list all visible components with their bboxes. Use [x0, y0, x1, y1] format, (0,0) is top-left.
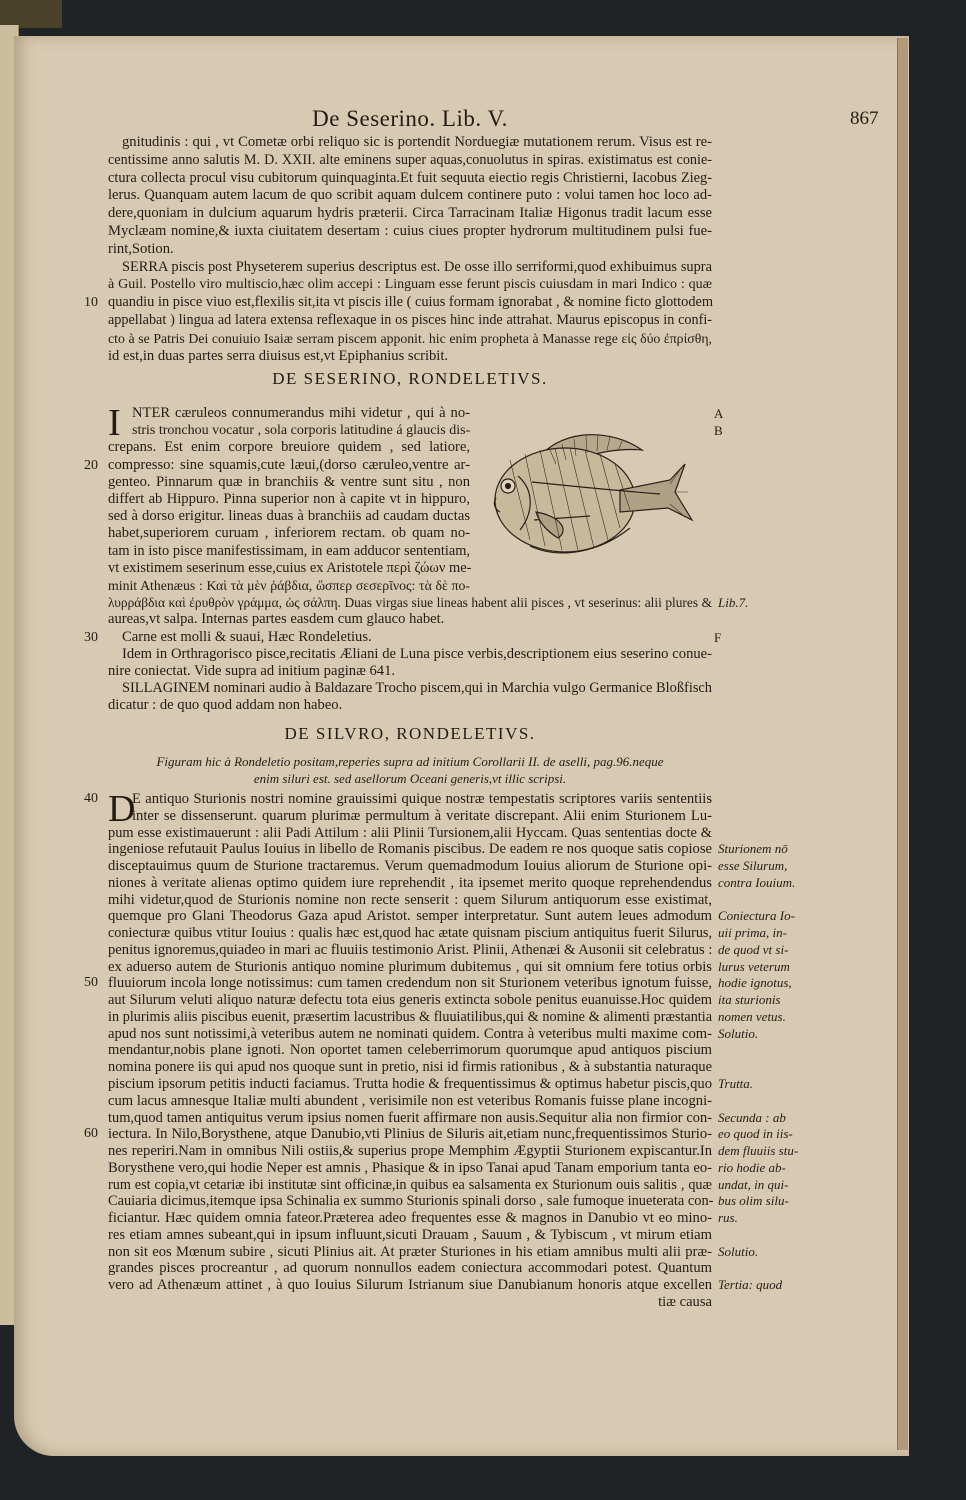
- marginal-note: lurus veterum: [718, 958, 790, 974]
- page-stack-edge: [897, 38, 908, 1450]
- text-line: [108, 491, 470, 508]
- line-text: minit Athenæus : Καὶ τὰ μὲν ῥάβδια, ὥσπερ σεσερῖνος: τὰ δὲ πο-: [108, 578, 470, 594]
- paragraph: [84, 258, 714, 366]
- line-text: genteo. Pinnarum quæ in branchiis & ventre sunt situ , non: [108, 473, 470, 490]
- line-number: 60: [84, 1126, 98, 1142]
- line-text: Borysthene vero,qui hodie Neper est amnis , Phasique & in ipso Tanai apud Tanam emporium tanta eo-: [108, 1159, 712, 1176]
- text-line: [108, 439, 470, 456]
- line-text: fluuiorum incola longe notissimus: cum tamen credendum non sit Sturionem veteribus ignotum fuisse,: [108, 975, 712, 992]
- line-text: SILLAGINEM nominari audio à Baldazare Trocho piscem,qui in Marchia vulgo Germanice Bloßfisch: [122, 680, 712, 697]
- line-text: gnitudinis : qui , vt Cometæ orbi reliquo sic is portendit Norduegiæ mutationem rerum. Visus est re-: [122, 134, 712, 150]
- paragraph: [84, 628, 722, 646]
- marginal-note: rio hodie ab-: [718, 1159, 786, 1175]
- text-line: [108, 825, 712, 842]
- text-line: [108, 312, 712, 330]
- line-text: mihi videtur,quod de Sturionis nomine non recte senserit : quem Silurum antiquorum esse existimat,: [108, 891, 712, 908]
- line-text: SERRA piscis post Physeterem superius descriptus est. De osse illo serriformi,quod exhibuimus supra: [122, 258, 712, 275]
- fish-woodcut-illustration: [470, 420, 710, 570]
- marginal-note: uii prima, in-: [718, 925, 787, 941]
- text-line: [108, 1143, 799, 1160]
- paragraph: [108, 680, 712, 714]
- section-heading-siluro: DE SILVRO, RONDELETIVS.: [284, 724, 536, 743]
- marginal-note: rus.: [718, 1210, 738, 1226]
- page-number: 867: [850, 108, 879, 129]
- text-line: [108, 223, 712, 241]
- line-text: grandes pisces procreantur , ad quorum nonnullos eadem coniectura accommodari potest. Quantum: [108, 1260, 712, 1277]
- line-text: Carne est molli & suaui, Hæc Rondeletius.: [122, 628, 372, 645]
- text-line: [108, 941, 789, 959]
- line-text: in plurimis aliis piscibus euenit, præsertim lacustribus & fluuiatilibus,qui & nomine & alimenti præstantia: [108, 1008, 712, 1025]
- line-text: inter se dissenserunt. quarum plurimæ permultum à veritate discrepant. Alii enim Sturionem Lu-: [132, 807, 712, 824]
- line-text: λυρράβδια καὶ ἐρυθρὸν γράμμα, ὡς σάλπη. Duas virgas siue lineas habent alii pisces , vt seserinus: alii plures &: [108, 595, 712, 611]
- line-text: Cauiaria dicimus,itemque ipsa Schinalia ex summo Sturionis spinali dorso , sale fumoque inueterata con-: [108, 1193, 714, 1210]
- text-line: [108, 663, 712, 680]
- drop-cap-initial: D: [108, 788, 136, 830]
- line-text: penitus ignoremus,quiadeo in mari ac fluuiis testimonio Arist. Plinii, Athenæi & Ausonii sit celebratus :: [108, 941, 713, 958]
- text-line: [108, 474, 470, 491]
- margin-section-marker: B: [714, 423, 723, 439]
- line-text: habet,superiorem curuam , inferiorem rectam. ob quam no-: [108, 525, 470, 542]
- text-line: [108, 1227, 712, 1244]
- marginal-note: eo quod in iis-: [718, 1126, 793, 1142]
- line-text: pum esse existimauerunt : alii Padi Attilum : alii Plinii Tursionem,alii Hyccam. Quas sententias docte &: [108, 824, 712, 841]
- marginal-note: undat, in qui-: [718, 1176, 789, 1192]
- text-line: [108, 1193, 789, 1210]
- marginal-note: nomen vetus.: [718, 1008, 786, 1024]
- text-line: [108, 646, 712, 663]
- line-text: id est,in duas partes serra diuisus est,vt Epiphanius scribit.: [108, 347, 449, 364]
- line-text: aut Silurum veluti aliquo naturæ defectu tota eius generis extincta sobole penitus euanuisse.Hoc quidem: [108, 992, 712, 1009]
- line-text: aureas,vt salpa. Internas partes easdem cum glauco habet.: [108, 611, 445, 628]
- line-text: ingeniose refutauit Paulus Iouius in libello de Romanis piscibus. De eadem re nos quoque satis copiose: [108, 841, 712, 858]
- book-cover-edge: [0, 0, 62, 28]
- text-line: [108, 594, 749, 611]
- text-line: [108, 858, 788, 875]
- text-line: [108, 808, 712, 825]
- text-line: [108, 841, 788, 858]
- line-text: niones à veritate alienas optimo quidem iure reprehendit , ita ipsemet merito quoque reprehendendus: [108, 874, 712, 891]
- line-text: piscium ipsorum petitis inducti faciamus. Trutta hodie & frequentissimus & optimus habetur piscis,quo: [108, 1076, 712, 1093]
- line-text: mendantur,nobis plane ignoti. Non oportet tamen celeberrimorum quorumque apud antiquos piscium: [108, 1042, 712, 1059]
- opening-text: [84, 134, 714, 365]
- marginal-note: Solutio.: [718, 1025, 759, 1041]
- text-line: [108, 577, 470, 594]
- text-line: [108, 908, 795, 925]
- text-line: [108, 1210, 738, 1227]
- text-line: [84, 791, 712, 808]
- text-line: [108, 560, 470, 577]
- siluro-text: [84, 788, 799, 1311]
- marginal-note: Solutio.: [718, 1243, 759, 1259]
- text-line: [108, 1243, 759, 1261]
- text-line: [84, 1126, 793, 1143]
- line-text: dicatur : de quo quod addam non habeo.: [108, 697, 343, 714]
- line-text: differt ab Hippuro. Pinna superior non à capite vt in hippuro,: [108, 491, 470, 508]
- catchword: tiæ causa: [658, 1293, 712, 1310]
- paragraph: [108, 134, 712, 259]
- line-text: coniecturæ quibus vtitur Iouius : qualis hæc est,quod hac ætate quisnam piscium antiquitus fuerit Silurus,: [108, 925, 712, 942]
- text-line: [108, 205, 712, 223]
- text-line: [108, 1109, 786, 1127]
- line-text: à Guil. Postello viro multiscio,hæc olim accepi : Linguam esse ferunt piscis cuiusdam in mari Indico : quæ: [108, 277, 712, 293]
- paragraph: [84, 788, 799, 1294]
- margin-section-marker: F: [714, 629, 722, 645]
- line-text: vt existimem seserinum esse,cuius ex Aristotele περὶ ζώων me-: [108, 559, 472, 576]
- line-number: 40: [84, 791, 98, 806]
- line-text: stris tronchou vocatur , sola corporis latitudine á glaucis dis-: [132, 423, 471, 439]
- text-line: [108, 276, 712, 294]
- running-header: De Seserino. Lib. V.: [312, 106, 508, 131]
- line-text: ex aduerso autem de Sturionis antiquo nomine plurimum dubitemus , qui sit omnium fere totius orbis: [108, 958, 712, 975]
- text-line: [108, 543, 470, 560]
- marginal-note: Trutta.: [718, 1076, 754, 1092]
- line-text: cum lacus amnesque Italiæ multi abundent , verisimile non est veteribus Romanis fuisse plane incogni-: [108, 1092, 712, 1109]
- text-line: [84, 294, 714, 312]
- line-text: cto à se Patris Dei conuiuio Isaiæ serram piscem apponit. hic enim propheta à Manasse rege εἰς δύο ἐπρίσθη,: [108, 330, 712, 346]
- line-number: 30: [84, 629, 98, 645]
- marginal-note: dem fluuiis stu-: [718, 1143, 799, 1159]
- text-line: [108, 525, 470, 542]
- line-text: nes reperiri.Nam in omnibus Nili ostiis,& superius prope Memphim Ægyptii Sturionem expiscantur.In: [108, 1143, 712, 1160]
- line-text: disceptauimus quum de Sturione tractaremus. Verum quemadmodum Iouius aliorum de Sturione opi-: [108, 858, 712, 875]
- marginal-note: Secunda : ab: [718, 1109, 786, 1125]
- line-number: 10: [84, 295, 98, 311]
- line-text: quemque pro Glani Theodorus Gaza apud Aristot. semper interpretatur. Sunt autem leues admodum: [108, 908, 712, 925]
- text-line: [108, 1093, 712, 1110]
- line-text: appellabat ) lingua ad latera extensa reflexaque in os pisces hinc inde attrahat. Maurus episcopus in confi-: [108, 311, 712, 328]
- text-line: [108, 348, 712, 366]
- line-text: ficiantur. Hæc quidem omnia fateor.Præterea adeo frequentes esse & magnos in Danubio vt eo mino-: [108, 1210, 712, 1227]
- line-text: lerus. Quanquam autem lacum de quo scribit aquam dulcem continere puto : volui tamen hoc loco ad-: [108, 187, 712, 204]
- line-text: tum,quod tamen antiquitus verum ipsius nomen fuerit affirmare non ausis.Sequitur alia non firmior con-: [108, 1109, 712, 1126]
- line-text: sed à dorso erigitur. lineas duas à branchiis ad caudam ductas: [108, 508, 470, 525]
- line-text: ctura collecta procul visu cubitorum quinquaginta.Et fuit sequuta eiectio regis Christierni, Iacobus Zieg-: [108, 169, 712, 186]
- line-text: Idem in Orthragorisco pisce,recitatis Æliani de Luna pisce verbis,descriptionem eius seserino conue-: [122, 645, 712, 662]
- marginal-note: bus olim silu-: [718, 1193, 789, 1209]
- marginal-note: hodie ignotus,: [718, 975, 792, 991]
- marginal-note: Lib.7.: [718, 595, 749, 611]
- text-line: [108, 508, 470, 525]
- text-line: [108, 405, 724, 422]
- text-line: [108, 1059, 712, 1076]
- line-text: rum est copia,vt cetariæ ibi institutæ sint officinæ,in quibus ea salsamenta ex Sturionum ouis salitis , quæ: [108, 1176, 712, 1193]
- line-number: 50: [84, 975, 98, 991]
- text-line: [108, 1176, 789, 1194]
- text-line: [84, 975, 792, 992]
- margin-section-marker: A: [714, 406, 724, 421]
- text-line: [84, 456, 470, 474]
- paragraph: [108, 646, 712, 680]
- line-text: iectura. In Nilo,Borysthene, atque Danubio,vti Plinius de Siluris ait,etiam nunc,frequentissimos Sturio-: [108, 1126, 712, 1143]
- marginal-note: ita sturionis: [718, 992, 781, 1008]
- text-line: [108, 874, 796, 892]
- text-line: [108, 1076, 754, 1093]
- section-heading-seserino: DE SESERINO, RONDELETIVS.: [272, 369, 548, 388]
- text-line: [108, 1159, 786, 1177]
- text-line: [108, 152, 712, 170]
- text-line: [108, 892, 712, 909]
- text-line: [108, 1277, 783, 1294]
- line-text: nomina ponere iis qui apud nos quoque sunt in pretio, nisi id firmis rationibus , & à substantia naturaque: [108, 1059, 712, 1076]
- line-text: res etiam amnes subeant,qui in ipsum influunt,sicuti Drauam , Sauum , & Tybiscum , vt mirum etiam: [108, 1226, 712, 1243]
- line-text: Myclæam nomine,& iuxta ciuitatem desertam : cuius ciues propter hydrorum multitudinem pulsi fue-: [108, 222, 712, 239]
- line-number: 20: [84, 457, 98, 473]
- text-line: [108, 1025, 759, 1043]
- line-text: compresso: sine squamis,cute læui,(dorso cæruleo,ventre ar-: [108, 456, 470, 473]
- line-text: E antiquo Sturionis nostri nomine grauissimi quique nostræ tempestatis scriptores variis sententiis: [132, 791, 712, 807]
- text-line: [108, 422, 723, 439]
- line-text: tam in isto pisce manifestissimam, in eam adducor sententiam,: [108, 542, 470, 559]
- text-line: [108, 680, 712, 697]
- marginal-note: Tertia: quod: [718, 1277, 783, 1293]
- line-text: quandiu in pisce viuo est,flexilis sit,ita vt piscis ille ( cuius formam ignorabat , & nomine ficto glottodem: [108, 294, 714, 311]
- text-line: [108, 925, 787, 942]
- text-line: [108, 958, 790, 976]
- text-line: [108, 259, 712, 277]
- line-text: NTER cæruleos connumerandus mihi videtur , qui à no-: [132, 405, 470, 421]
- text-line: [108, 1260, 712, 1277]
- text-line: [108, 611, 712, 628]
- drop-cap-initial: I: [108, 402, 121, 444]
- line-text: non sit eos Mœnum subire , sicuti Plinius ait. At præter Sturiones in his etiam amnibus multi alii præ-: [108, 1243, 712, 1260]
- italic-note-line-2: enim siluri est. sed asellorum Oceani generis,vt illic scripsi.: [253, 771, 567, 786]
- text-line: [84, 628, 722, 646]
- text-line: [108, 134, 712, 152]
- line-text: rint,Sotion.: [108, 240, 174, 257]
- text-line: [108, 1008, 786, 1026]
- line-text: nire coniectat. Vide supra ad initium paginæ 641.: [108, 663, 396, 680]
- marginal-note: Coniectura Io-: [718, 908, 795, 924]
- line-text: vero ad Athenæum attinet , à quo Iouius Silurum Istrianum siue Danubianum honoris atque excellen: [108, 1277, 712, 1294]
- italic-note-line-1: Figuram hic à Rondeletio positam,reperies supra ad initium Corollarii II. de aselli, pag.96.neque: [156, 754, 664, 769]
- text-line: [108, 170, 712, 188]
- text-line: [108, 330, 712, 348]
- text-line: [108, 697, 712, 714]
- line-text: centissime anno salutis M. D. XXII. alte eminens super aquas,conuolutus in spiras. existimatus est conie-: [108, 151, 712, 168]
- line-text: crepans. Est enim corpore breuiore quidem , sed latiore,: [108, 439, 470, 456]
- line-text: apud nos sunt notissimi,à veteribus autem ne nominati quidem. Contra à veteribus multi maxime com-: [108, 1025, 712, 1042]
- marginal-note: de quod vt si-: [718, 941, 789, 957]
- marginal-note: contra Iouium.: [718, 874, 796, 890]
- marginal-note: Sturionem nō: [718, 841, 788, 857]
- marginal-note: esse Silurum,: [718, 858, 788, 874]
- text-line: [108, 1042, 712, 1059]
- text-line: [108, 187, 712, 205]
- line-text: dere,quoniam in dulcium aquarum hydris præterii. Circa Tarracinam Italiæ Higonus tradit lacum esse: [108, 205, 712, 222]
- text-line: [108, 992, 781, 1009]
- text-line: [108, 241, 712, 259]
